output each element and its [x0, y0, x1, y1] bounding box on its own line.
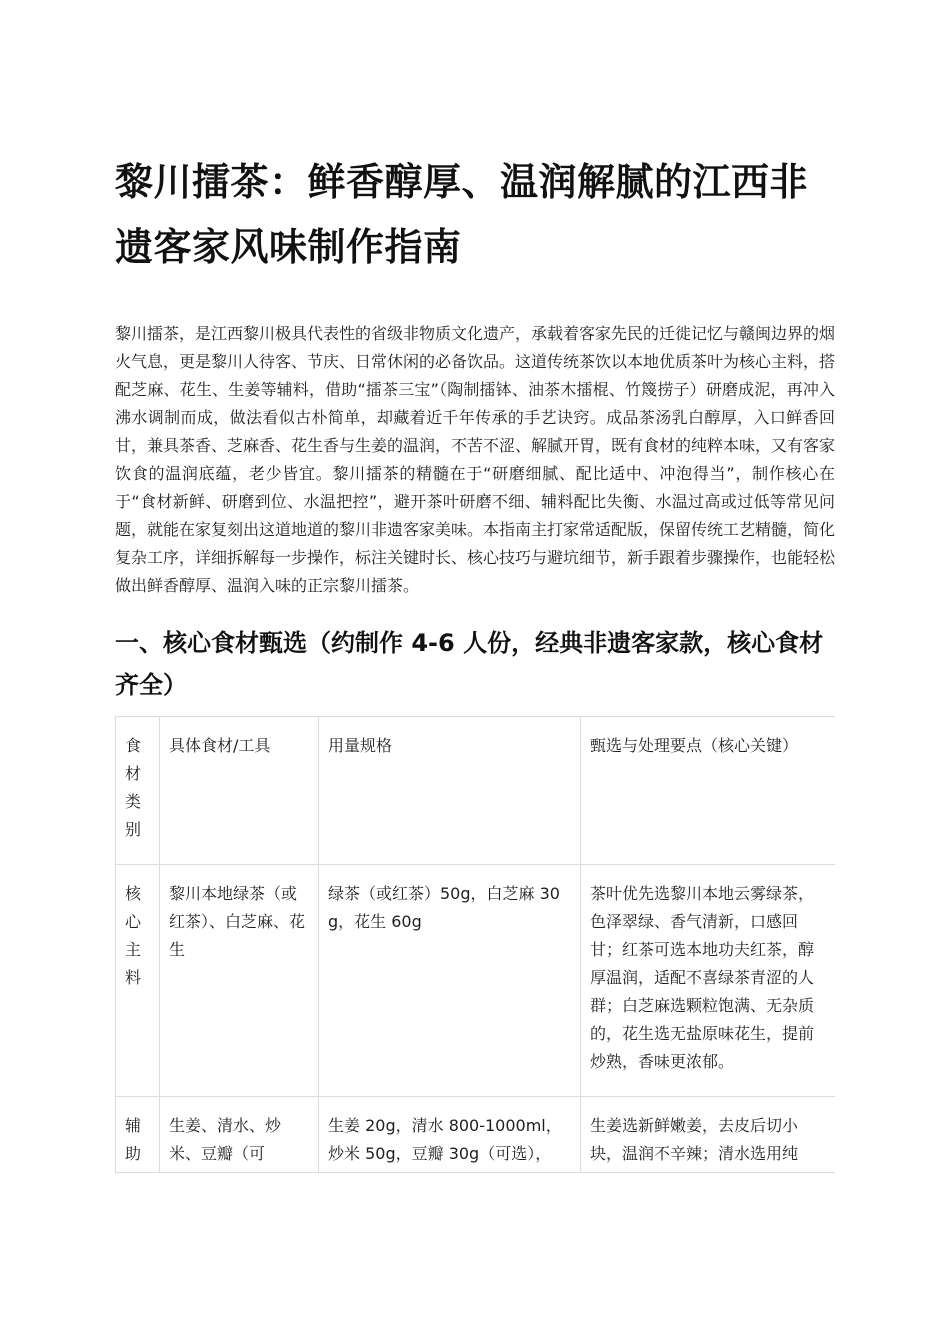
- row-item: 黎川本地绿茶（或红茶）、白芝麻、花生: [160, 865, 319, 1097]
- document-page: [115, 150, 835, 1173]
- table-row: [116, 865, 836, 1097]
- header-amount: 用量规格: [319, 717, 581, 865]
- section-heading-ingredients: 一、核心食材甄选（约制作 4-6 人份，经典非遗客家款，核心食材齐全）: [115, 629, 824, 699]
- row-notes: 生姜选新鲜嫩姜，去皮后切小块，温润不辛辣；清水选用纯: [581, 1097, 836, 1174]
- row-amount: 绿茶（或红茶）50g，白芝麻 30g，花生 60g: [319, 865, 581, 1097]
- table-row: [116, 1097, 836, 1174]
- header-category: 食材类别: [116, 717, 160, 865]
- page-title: 黎川擂茶：鲜香醇厚、温润解腻的江西非遗客家风味制作指南: [115, 160, 809, 269]
- intro-paragraph: 黎川擂茶，是江西黎川极具代表性的省级非物质文化遗产，承载着客家先民的迁徙记忆与赣闽边界的烟火气息，更是黎川人待客、节庆、日常休闲的必备饮品。这道传统茶饮以本地优质茶叶为核心主料，搭配芝麻、花生、生姜等辅料，借助“擂茶三宝”（陶制擂钵、油茶木擂棍、竹篾捞子）研磨成泥，再冲入沸水调制而成，做法看似古朴简单，却藏着近千年传承的手艺诀窍。成品茶汤乳白醇厚，入口鲜香回甘，兼具茶香、芝麻香、花生香与生姜的温润，不苦不涩、解腻开胃，既有食材的纯粹本味，又有客家饮食的温润底蕴，老少皆宜。黎川擂茶的精髓在于“研磨细腻、配比适中、冲泡得当”，制作核心在于“食材新鲜、研磨到位、水温把控”，避开茶叶研磨不细、辅料配比失衡、水温过高或过低等常见问题，就能在家复刻出这道地道的黎川非遗客家美味。本指南主打家常适配版，保留传统工艺精髓，简化复杂工序，详细拆解每一步操作，标注关键时长、核心技巧与避坑细节，新手跟着步骤操作，也能轻松做出鲜香醇厚、温润入味的正宗黎川擂茶。: [115, 324, 836, 595]
- row-category: 辅助: [116, 1097, 160, 1174]
- table-header-row: [116, 717, 836, 865]
- row-item: 生姜、清水、炒米、豆瓣（可: [160, 1097, 319, 1174]
- row-category: 核心主料: [116, 865, 160, 1097]
- ingredients-table-container: [115, 716, 835, 1173]
- header-item: 具体食材/工具: [160, 717, 319, 865]
- row-amount: 生姜 20g，清水 800-1000ml，炒米 50g，豆瓣 30g（可选），: [319, 1097, 581, 1174]
- header-notes: 甄选与处理要点（核心关键）: [581, 717, 836, 865]
- row-notes: 茶叶优先选黎川本地云雾绿茶，色泽翠绿、香气清新，口感回甘；红茶可选本地功夫红茶，醇厚温润，适配不喜绿茶青涩的人群；白芝麻选颗粒饱满、无杂质的，花生选无盐原味花生，提前炒熟，香味更浓郁。: [581, 865, 836, 1097]
- ingredients-table: [115, 716, 835, 1173]
